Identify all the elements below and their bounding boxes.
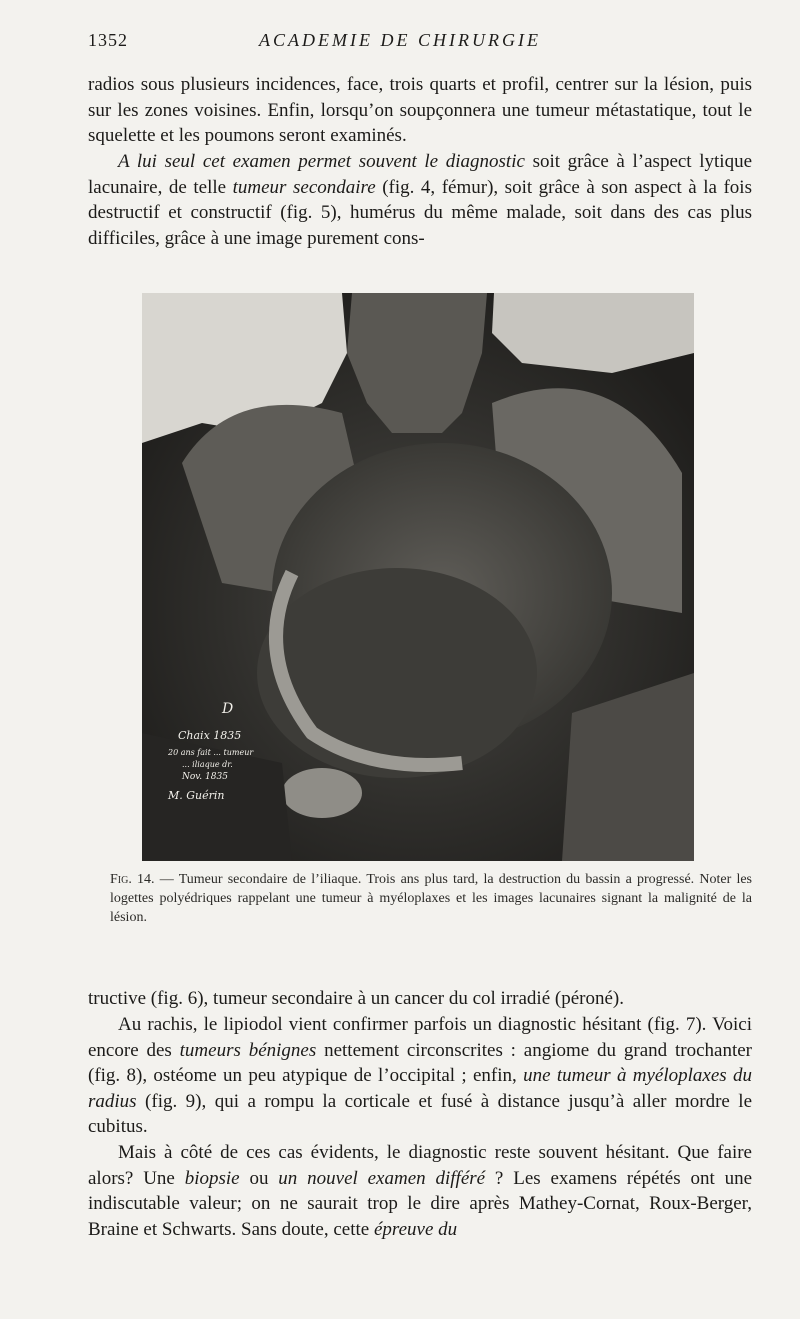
paragraph-4-italic-1: tumeurs bénignes [179, 1039, 317, 1061]
paragraph-2-text-2: (fig. 4, fémur), soit grâce à son aspect à la fois destructif et constructif (fig. 5), humérus du même malade, soit dans des cas plus difficiles, grâce à une image purement cons- [88, 176, 752, 249]
paragraph-1-text: radios sous plusieurs incidences, face, trois quarts et profil, centrer sur la lésion, puis sur les zones voisines. Enfin, lorsqu’on soupçonnera une tumeur métastatique, tout le squelette et les poumons seront examinés. [88, 74, 752, 147]
paragraph-4-text-3: (fig. 9), qui a rompu la corticale et fusé à distance jusqu’à aller mordre le cubitus. [88, 1090, 752, 1138]
paragraph-5-italic-2: un nouvel examen différé [278, 1167, 486, 1189]
handwriting-line-2: Chaix 1835 [178, 729, 242, 742]
paragraph-5-text-3: ? Les examens répétés ont une indiscutable valeur; on ne saurait trop le dire après Mathey-Cornat, Roux-Berger, Braine et Schwarts. Sans doute, cette [88, 1167, 752, 1240]
handwriting-line-4: ... iliaque dr. [182, 760, 233, 769]
paragraph-3 [88, 986, 752, 1012]
paragraph-2-text-1: soit grâce à l’aspect lytique lacunaire, de telle [88, 151, 752, 198]
paragraph-5-italic-1: biopsie [184, 1167, 240, 1189]
handwriting-line-6: M. Guérin [168, 789, 225, 802]
paragraph-2-italic-lead: A lui seul cet examen permet souvent le diagnostic [118, 151, 525, 172]
paragraph-5-text-1: Mais à côté de ces cas évidents, le diagnostic reste souvent hésitant. Que faire alors? Une [88, 1142, 752, 1189]
running-head: ACADEMIE DE CHIRURGIE [259, 30, 541, 50]
paragraph-3-text: tructive (fig. 6), tumeur secondaire à un cancer du col irradié (péroné). [88, 988, 624, 1009]
paragraph-5 [88, 1140, 752, 1242]
figure-caption-text: — Tumeur secondaire de l’iliaque. Trois ans plus tard, la destruction du bassin a progressé. Noter les logettes polyédriques rappelant une tumeur à myéloplaxes et les images lacunaires signant la malignité de la lésion. [110, 872, 752, 925]
figure-caption-label: Fig. 14. [110, 872, 155, 887]
figure-caption [110, 870, 752, 927]
paragraph-5-italic-3: épreuve du [373, 1218, 458, 1240]
paragraph-5-text-2: ou [239, 1167, 279, 1189]
paragraph-1 [88, 72, 752, 149]
paragraph-2 [88, 149, 752, 251]
xray-figure [142, 293, 694, 861]
handwriting-line-1: D [222, 701, 234, 717]
handwriting-line-5: Nov. 1835 [182, 772, 228, 782]
page-number: 1352 [88, 30, 128, 50]
page-header [0, 30, 800, 54]
paragraph-2-italic-2: tumeur secondaire [232, 176, 376, 198]
paragraph-4-text-2: nettement circonscrites : angiome du grand trochanter (fig. 8), ostéome un peu atypique de l’occipital ; enfin, [88, 1039, 753, 1087]
paragraph-4 [88, 1012, 752, 1140]
paragraph-4-text-1: Au rachis, le lipiodol vient confirmer parfois un diagnostic hésitant (fig. 7). Voici encore des [88, 1014, 752, 1061]
handwriting-line-3: 20 ans fait ... tumeur [168, 748, 254, 757]
pelvis-xray-image [142, 293, 694, 861]
paragraph-4-italic-2: une tumeur à myéloplaxes du radius [88, 1065, 752, 1112]
